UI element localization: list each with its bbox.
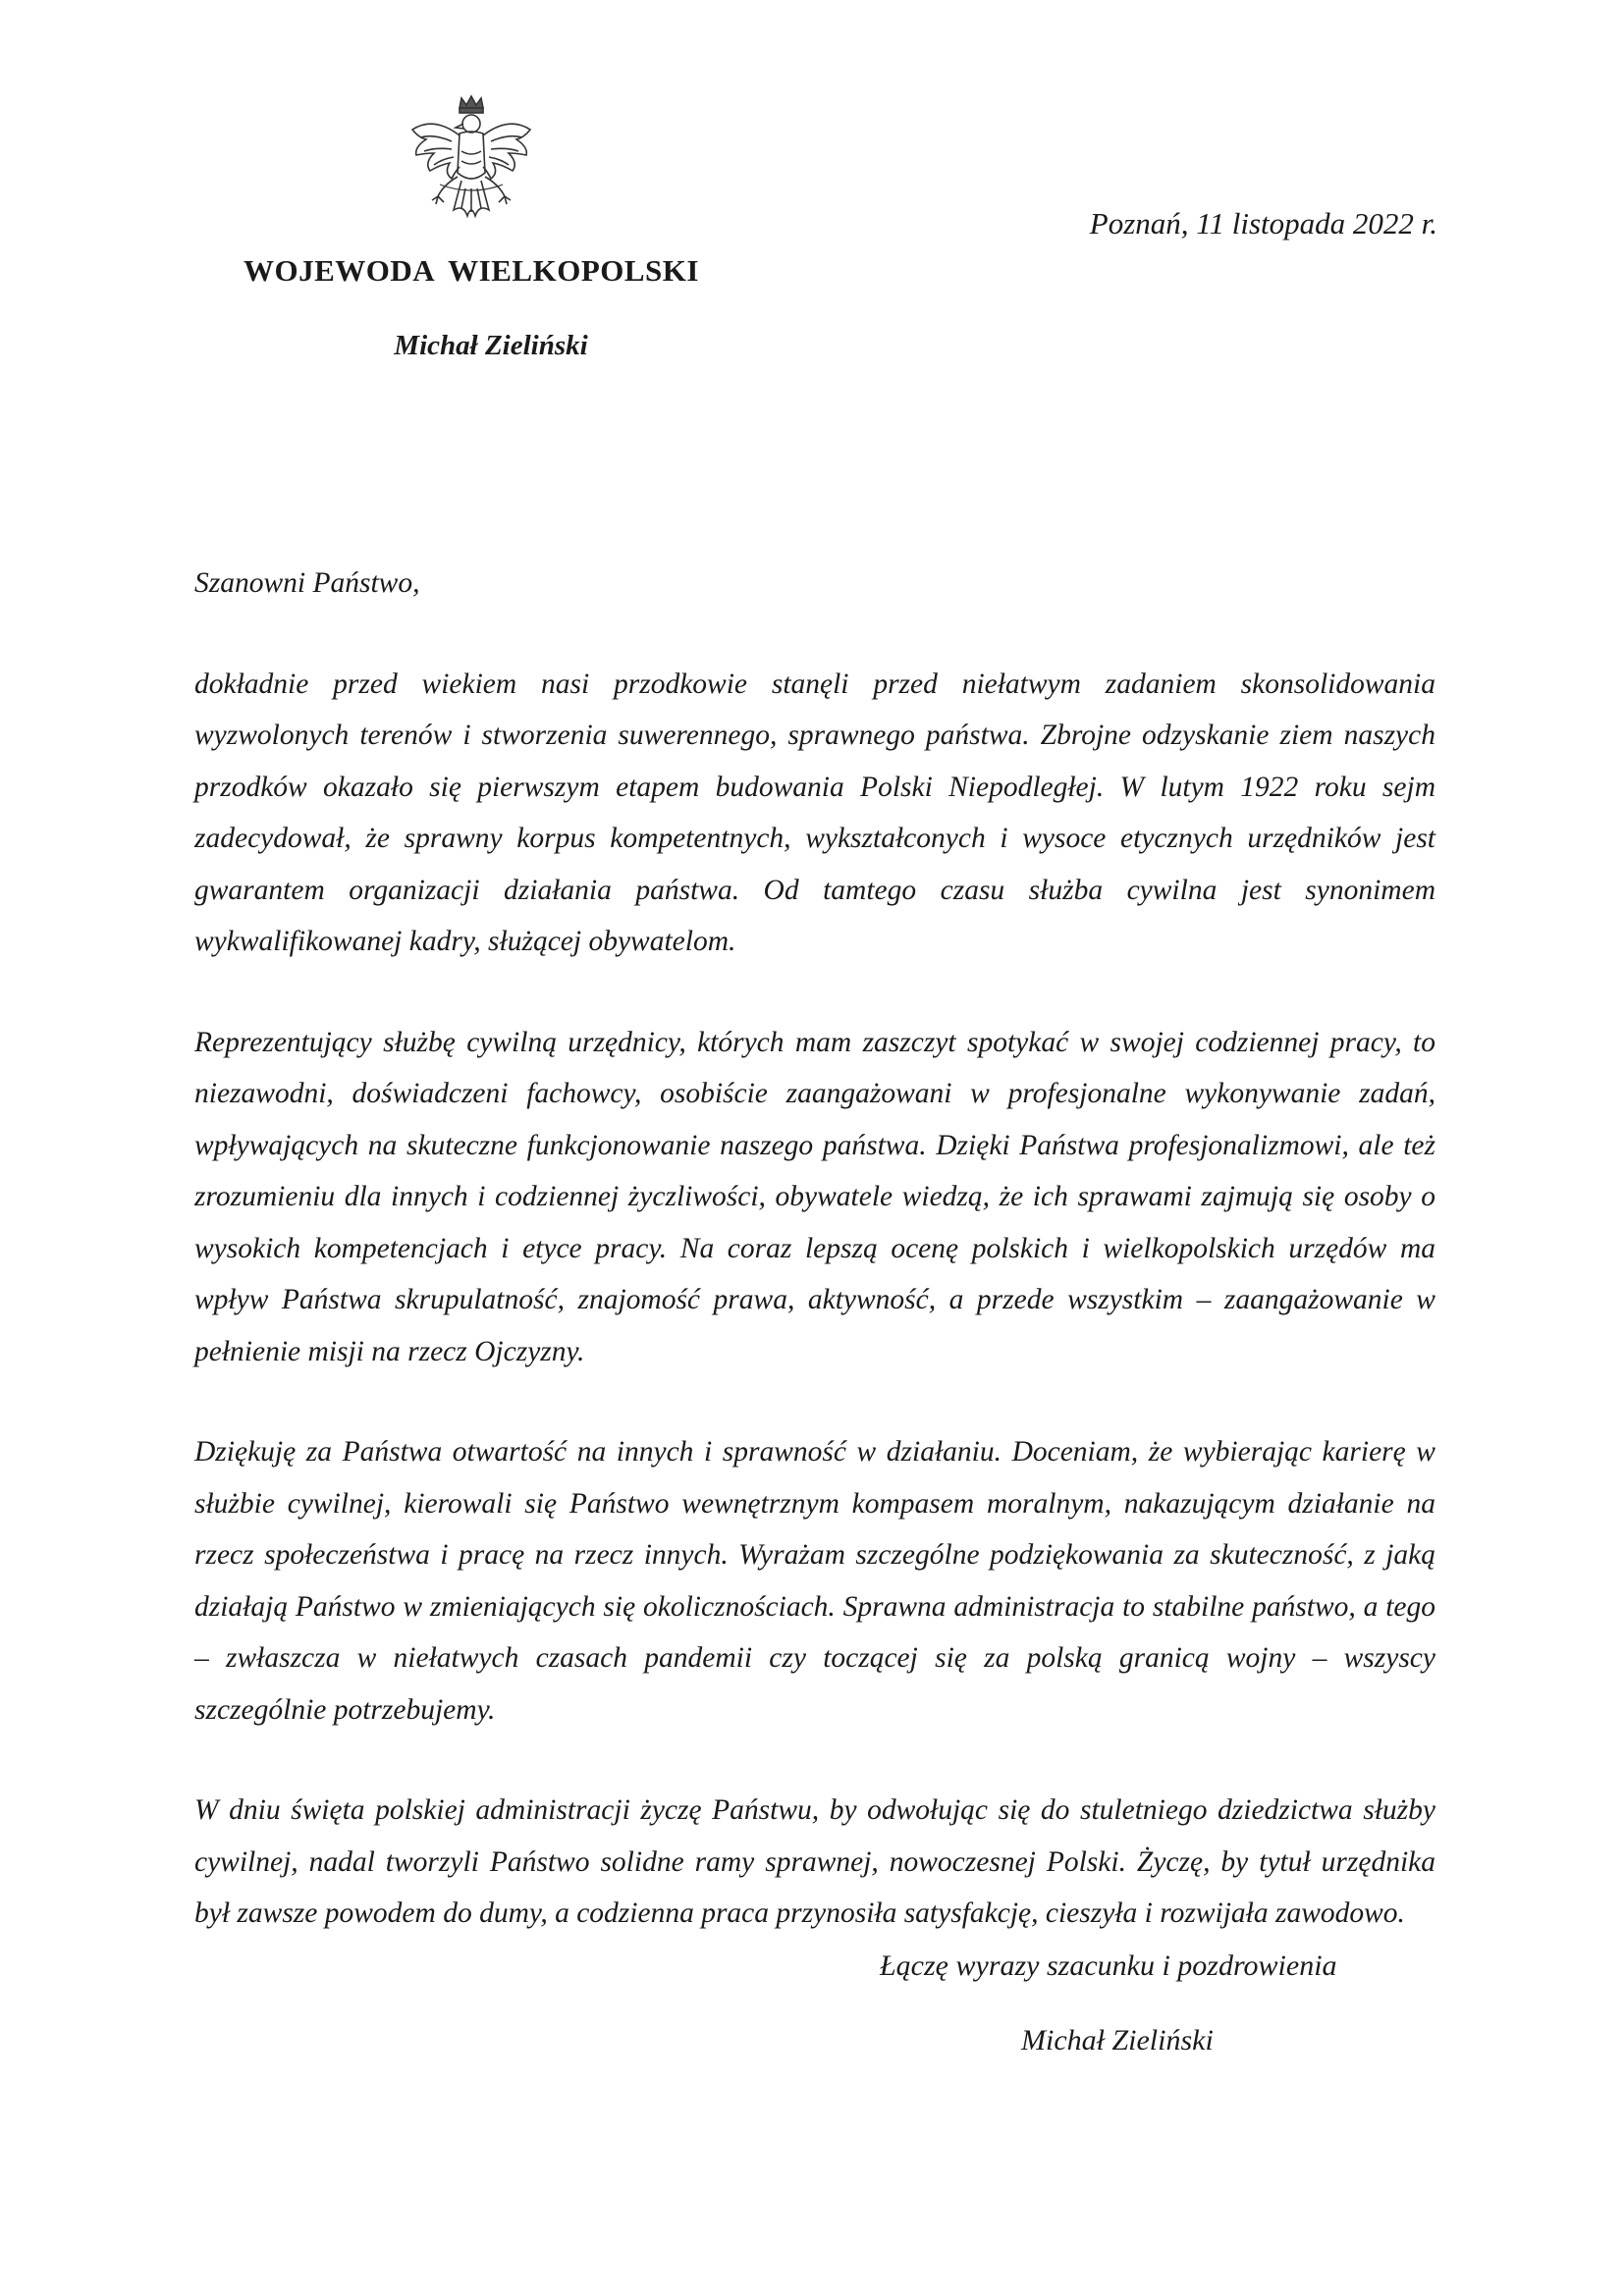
paragraph: W dniu święta polskiej administracji życzę Państwu, by odwołując się do stuletniego dziedzictwa służby cywilnej, nadal tworzyli Państwo solidne ramy sprawnej, nowoczesnej Polski. Życzę, by tytuł urzędnika był zawsze powodem do dumy, a codzienna praca przynosiła satysfakcję, cieszyła i rozwijała zawodowo. bbox=[194, 1794, 1435, 1929]
salutation: Szanowni Państwo, bbox=[194, 567, 420, 599]
letter-date: Poznań, 11 listopada 2022 r. bbox=[1089, 206, 1437, 240]
office-holder-name: Michał Zieliński bbox=[394, 330, 588, 361]
signature-name: Michał Zieliński bbox=[1021, 2024, 1214, 2056]
paragraph: Dziękuję za Państwa otwartość na innych i sprawność w działaniu. Doceniam, że wybierając karierę w służbie cywilnej, kierowali się Państwo wewnętrznym kompasem moralnym, nakazującym działanie na rzecz społeczeństwa i pracę na rzecz innych. Wyrażam szczególne podziękowania za skuteczność, z jaką działają Państwo w zmieniających się okolicznościach. Sprawna administracja to stabilne państwo, a tego – zwłaszcza w niełatwych czasach pandemii czy toczącej się za polską granicą wojny – wszyscy szczególnie potrzebujemy. bbox=[194, 1436, 1435, 1726]
office-title: WOJEWODA WIELKOPOLSKI bbox=[244, 253, 699, 288]
polish-eagle-emblem-icon bbox=[405, 94, 538, 241]
letter-body bbox=[194, 558, 1435, 1989]
paragraph: dokładnie przed wiekiem nasi przodkowie stanęli przed niełatwym zadaniem skonsolidowania wyzwolonych terenów i stworzenia suwerennego, sprawnego państwa. Zbrojne odzyskanie ziem naszych przodków okazało się pierwszym etapem budowania Polski Niepodległej. W lutym 1922 roku sejm zadecydował, że sprawny korpus kompetentnych, wykształconych i wysoce etycznych urzędników jest gwarantem organizacji działania państwa. Od tamtego czasu służba cywilna jest synonimem wykwalifikowanej kadry, służącej obywatelom. bbox=[194, 667, 1435, 957]
closing-phrase: Łączę wyrazy szacunku i pozdrowienia bbox=[880, 1949, 1337, 1982]
paragraph: Reprezentujący służbę cywilną urzędnicy, których mam zaszczyt spotykać w swojej codziennej pracy, to niezawodni, doświadczeni fachowcy, osobiście zaangażowani w profesjonalne wykonywanie zadań, wpływających na skuteczne funkcjonowanie naszego państwa. Dzięki Państwa profesjonalizmowi, ale też zrozumieniu dla innych i codziennej życzliwości, obywatele wiedzą, że ich sprawami zajmują się osoby o wysokich kompetencjach i etyce pracy. Na coraz lepszą ocenę polskich i wielkopolskich urzędów ma wpływ Państwa skrupulatność, znajomość prawa, aktywność, a przede wszystkim – zaangażowanie w pełnienie misji na rzecz Ojczyzny. bbox=[194, 1026, 1435, 1367]
